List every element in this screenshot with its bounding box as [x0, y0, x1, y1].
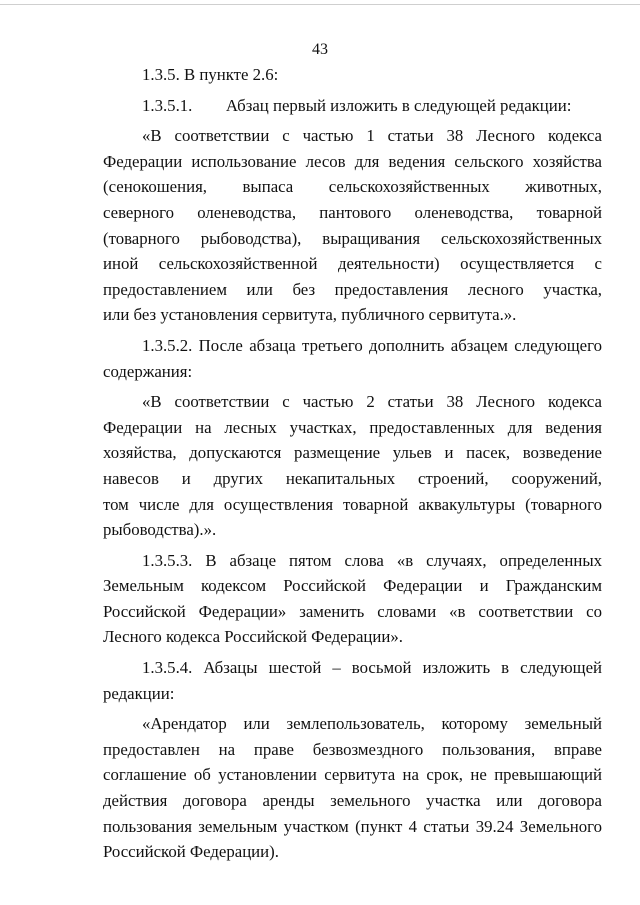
- document-line: том числе для осуществления товарной аквакультуры (товарного: [103, 494, 602, 514]
- document-line: «Арендатор или землепользователь, которому земельный: [142, 714, 602, 734]
- document-line: Федерации на лесных участках, предоставленных для ведения: [103, 417, 602, 437]
- document-line: Российской Федерации» заменить словами «в соответствии со: [103, 601, 602, 621]
- document-line: предоставлением или без предоставления лесного участка,: [103, 279, 602, 299]
- document-line: пользования земельным участком (пункт 4 статьи 39.24 Земельного: [103, 816, 602, 836]
- document-line: хозяйства, допускаются размещение ульев и пасек, возведение: [103, 443, 602, 463]
- document-line: (сенокошения, выпаса сельскохозяйственных животных,: [103, 177, 602, 197]
- document-line: или без установления сервитута, публичного сервитута.».: [103, 305, 517, 325]
- document-line: 1.3.5.2. После абзаца третьего дополнить абзацем следующего: [142, 335, 602, 355]
- scan-edge-rule: [0, 4, 640, 5]
- document-line: рыбоводства).».: [103, 520, 217, 540]
- document-line: «В соответствии с частью 1 статьи 38 Лесного кодекса: [142, 126, 602, 146]
- page-number: 43: [312, 41, 328, 58]
- document-line: навесов и других некапитальных строений, сооружений,: [103, 468, 602, 488]
- document-line: 1.3.5.1. Абзац первый изложить в следующей редакции:: [142, 95, 572, 115]
- document-line: 1.3.5. В пункте 2.6:: [142, 65, 279, 84]
- document-line: Российской Федерации).: [103, 842, 279, 862]
- document-line: Земельным кодексом Российской Федерации и Гражданским: [103, 576, 602, 596]
- document-line: соглашение об установлении сервитута на срок, не превышающий: [103, 765, 602, 785]
- document-line: Федерации использование лесов для ведения сельского хозяйства: [103, 151, 602, 171]
- document-line: предоставлен на праве безвозмездного пользования, вправе: [103, 739, 602, 759]
- document-line: (товарного рыбоводства), выращивания сельскохозяйственных: [103, 228, 602, 248]
- document-line: действия договора аренды земельного участка или договора: [103, 791, 602, 811]
- document-body: [103, 62, 602, 865]
- document-line: 1.3.5.4. Абзацы шестой – восьмой изложить в следующей: [142, 658, 602, 678]
- document-line: «В соответствии с частью 2 статьи 38 Лесного кодекса: [142, 392, 602, 412]
- document-line: редакции:: [103, 683, 175, 703]
- document-line: северного оленеводства, пантового оленеводства, товарной: [103, 202, 602, 222]
- document-line: Лесного кодекса Российской Федерации».: [103, 627, 403, 647]
- document-line: содержания:: [103, 361, 193, 381]
- document-line: 1.3.5.3. В абзаце пятом слова «в случаях, определенных: [142, 550, 602, 570]
- document-line: иной сельскохозяйственной деятельности) осуществляется с: [103, 254, 602, 274]
